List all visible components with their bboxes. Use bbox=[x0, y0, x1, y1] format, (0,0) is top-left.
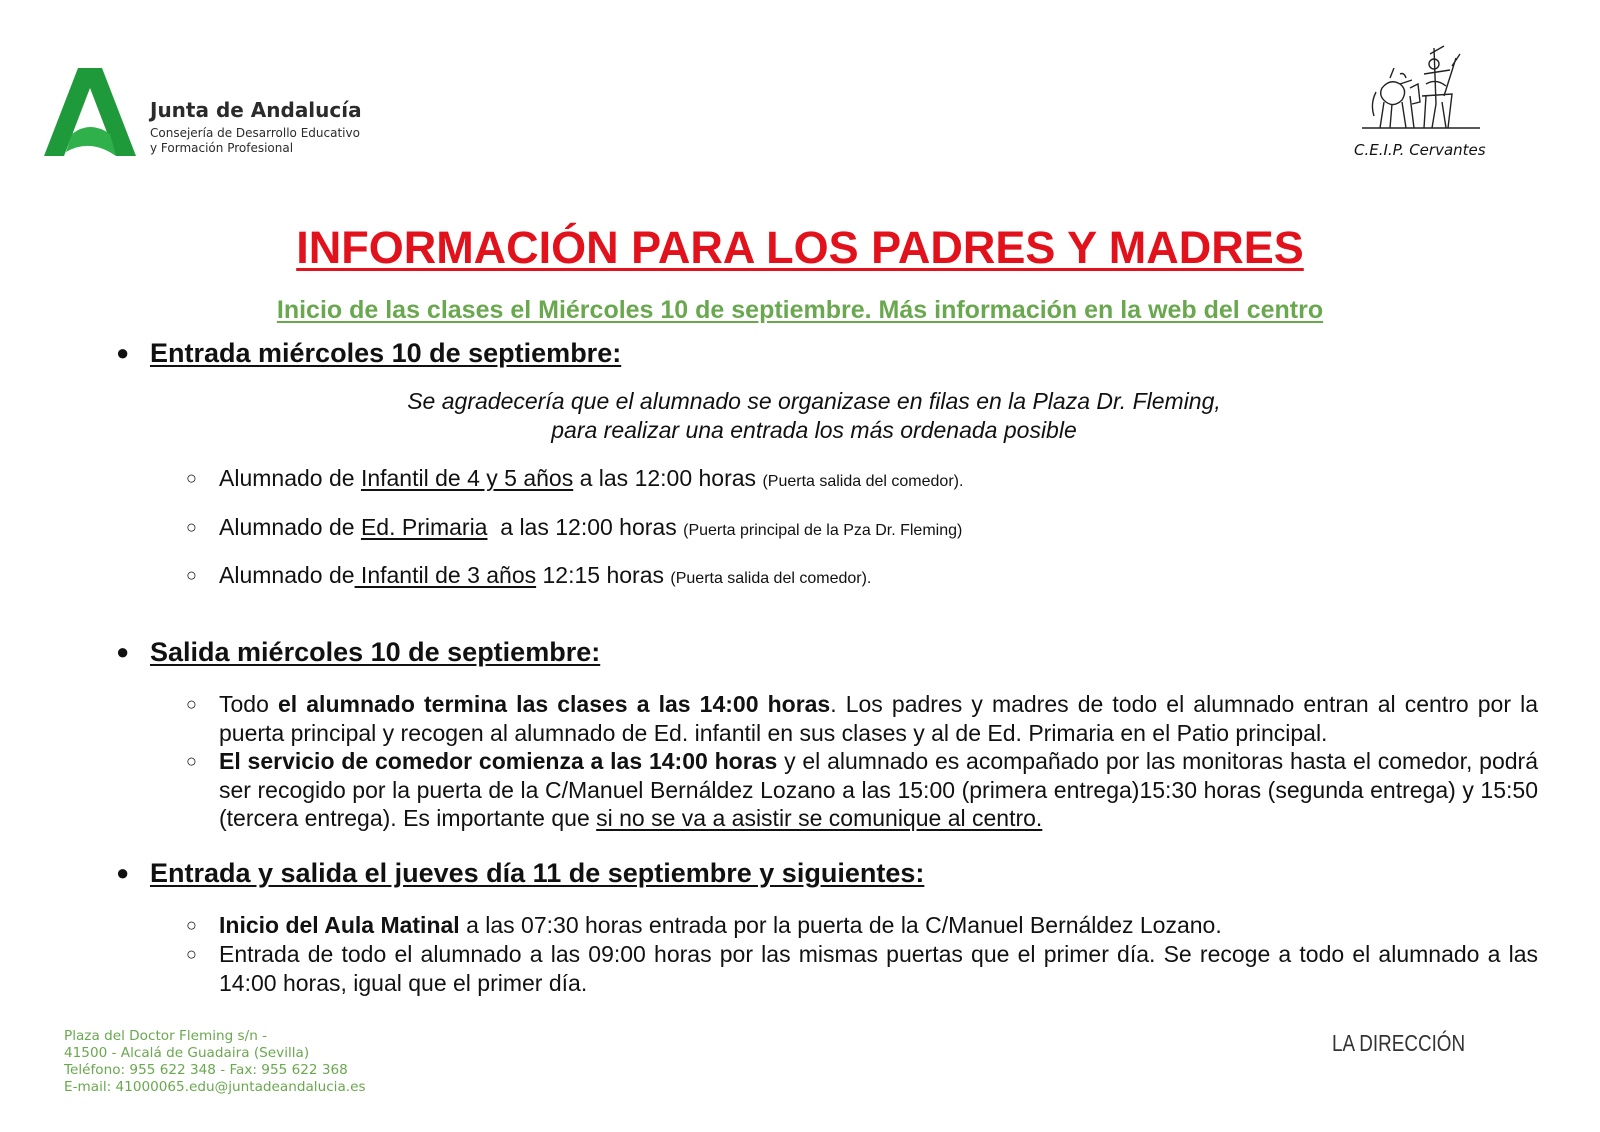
item-text: Alumnado de bbox=[219, 562, 355, 588]
school-logo bbox=[1360, 44, 1484, 136]
section-heading-text: Salida miércoles 10 de septiembre: bbox=[150, 637, 601, 667]
item-bold: El servicio de comedor comienza a las 14:00 horas bbox=[219, 748, 778, 774]
section-heading-entrada bbox=[116, 338, 621, 369]
list-item bbox=[186, 561, 1546, 594]
section-heading-jueves bbox=[116, 858, 924, 889]
page-subtitle: Inicio de las clases el Miércoles 10 de septiembre. Más información en la web del centro bbox=[276, 296, 1324, 324]
item-bold: el alumnado termina las clases a las 14:00 horas bbox=[277, 691, 831, 717]
entrada-note-line-2: para realizar una entrada los más ordenada posible bbox=[551, 417, 1077, 443]
institution-sub-1: Consejería de Desarrollo Educativo bbox=[150, 126, 360, 140]
section-heading-salida bbox=[116, 637, 600, 668]
item-text: 12:15 horas bbox=[536, 562, 671, 588]
list-item bbox=[186, 747, 1538, 833]
footer-phone: Teléfono: 955 622 348 - Fax: 955 622 368 bbox=[64, 1062, 348, 1078]
school-name: C.E.I.P. Cervantes bbox=[1354, 141, 1486, 159]
entrada-note-line-1: Se agradecería que el alumnado se organizase en filas en la Plaza Dr. Fleming, bbox=[407, 388, 1221, 414]
list-item bbox=[186, 940, 1538, 997]
item-note: (Puerta principal de la Pza Dr. Fleming) bbox=[683, 522, 963, 539]
item-text: . Los padres y madres de todo el alumnado entran al centro por la puerta principal y recogen al alumnado de Ed. infantil en sus clases y al de Ed. Primaria en el Patio principal. bbox=[219, 691, 1538, 746]
circle-bullet-icon: ○ bbox=[186, 468, 197, 488]
item-underlined: Infantil de 3 años bbox=[354, 562, 537, 588]
item-underlined: si no se va a asistir se comunique al centro. bbox=[596, 805, 1043, 831]
junta-andalucia-logo bbox=[44, 68, 140, 156]
item-underlined: Infantil de 4 y 5 años bbox=[360, 465, 574, 491]
page-title: INFORMACIÓN PARA LOS PADRES Y MADRES bbox=[296, 222, 1304, 273]
item-note: (Puerta salida del comedor). bbox=[670, 570, 872, 587]
footer-email: E-mail: 41000065.edu@juntadeandalucia.es bbox=[64, 1079, 366, 1095]
section-heading-text: Entrada miércoles 10 de septiembre: bbox=[150, 338, 622, 368]
institution-name: Junta de Andalucía bbox=[150, 98, 362, 122]
item-text: Alumnado de bbox=[219, 514, 361, 540]
item-text: y el alumnado es acompañado por las monitoras hasta el comedor, podrá ser recogido por la puerta de la C/Manuel Bernáldez Lozano a las 15:00 (primera entrega)15:30 horas (segunda entrega) y 15:50 (tercera entrega). Es importante que bbox=[219, 748, 1539, 831]
signature: LA DIRECCIÓN bbox=[1332, 1030, 1466, 1056]
list-item bbox=[186, 690, 1538, 747]
circle-bullet-icon: ○ bbox=[186, 915, 197, 935]
item-text: Entrada de todo el alumnado a las 09:00 horas por las mismas puertas que el primer día. Se recoge a todo el alumnado a las 14:00 horas, igual que el primer día. bbox=[219, 941, 1538, 996]
item-note: (Puerta salida del comedor). bbox=[762, 473, 964, 490]
bullet-icon: ● bbox=[116, 340, 130, 365]
list-item bbox=[186, 911, 1546, 940]
circle-bullet-icon: ○ bbox=[186, 944, 197, 964]
item-text: a las 07:30 horas entrada por la puerta de la C/Manuel Bernáldez Lozano. bbox=[459, 912, 1222, 938]
footer-address-line-1: Plaza del Doctor Fleming s/n - bbox=[64, 1028, 268, 1044]
footer-address-line-2: 41500 - Alcalá de Guadaira (Sevilla) bbox=[64, 1045, 310, 1061]
item-text: a las 12:00 horas bbox=[573, 465, 763, 491]
institution-sub-2: y Formación Profesional bbox=[150, 141, 294, 155]
item-bold: Inicio del Aula Matinal bbox=[219, 912, 460, 938]
circle-bullet-icon: ○ bbox=[186, 751, 197, 771]
item-underlined: Ed. Primaria bbox=[360, 514, 488, 540]
circle-bullet-icon: ○ bbox=[186, 565, 197, 585]
bullet-icon: ● bbox=[116, 639, 130, 664]
circle-bullet-icon: ○ bbox=[186, 694, 197, 714]
bullet-icon: ● bbox=[116, 860, 130, 885]
list-item bbox=[186, 513, 1546, 546]
item-text: Alumnado de bbox=[219, 465, 361, 491]
circle-bullet-icon: ○ bbox=[186, 517, 197, 537]
item-text: a las 12:00 horas bbox=[487, 514, 684, 540]
item-text: Todo bbox=[219, 691, 278, 717]
section-heading-text: Entrada y salida el jueves día 11 de septiembre y siguientes: bbox=[150, 858, 925, 888]
list-item bbox=[186, 464, 1546, 497]
